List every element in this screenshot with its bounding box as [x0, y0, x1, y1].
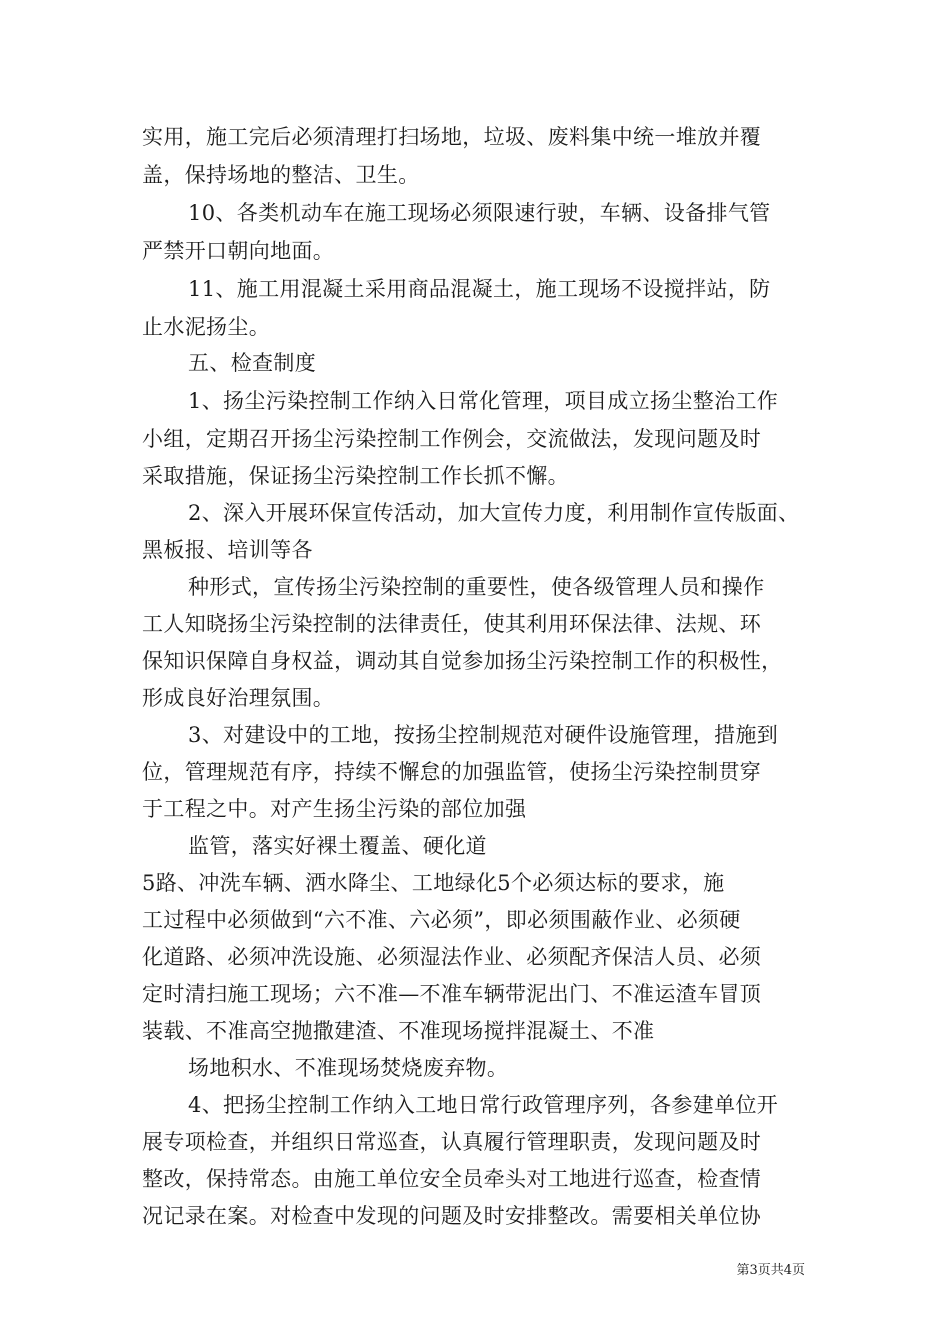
section-heading: 五、检查制度: [188, 351, 317, 375]
text-line: 整改，保持常态。由施工单位安全员牵头对工地进行巡查，检查情: [142, 1167, 762, 1191]
text-line: 盖，保持场地的整洁、卫生。: [142, 163, 420, 187]
text-line: 定时清扫施工现场；六不准—不准车辆带泥出门、不准运渣车冒顶: [142, 982, 762, 1006]
text-line: 工过程中必须做到“六不准、六必须”，即必须围蔽作业、必须硬: [142, 908, 741, 932]
text-line: 展专项检查，并组织日常巡查，认真履行管理职责，发现问题及时: [142, 1130, 762, 1154]
text-line: 5路、冲洗车辆、洒水降尘、工地绿化5个必须达标的要求，施: [142, 871, 725, 895]
text-line: 实用，施工完后必须清理打扫场地，垃圾、废料集中统一堆放并覆: [142, 125, 762, 149]
text-line: 2、深入开展环保宣传活动，加大宣传力度，利用制作宣传版面、: [188, 501, 800, 525]
text-line: 采取措施，保证扬尘污染控制工作长抓不懈。: [142, 464, 569, 488]
text-line: 黑板报、培训等各: [142, 538, 313, 562]
text-line: 于工程之中。对产生扬尘污染的部位加强: [142, 797, 527, 821]
text-line: 11、施工用混凝土采用商品混凝土，施工现场不设搅拌站，防: [188, 277, 771, 301]
text-line: 工人知晓扬尘污染控制的法律责任，使其利用环保法律、法规、环: [142, 612, 762, 636]
text-line: 况记录在案。对检查中发现的问题及时安排整改。需要相关单位协: [142, 1204, 762, 1228]
text-line: 止水泥扬尘。: [142, 315, 271, 339]
text-line: 场地积水、不准现场焚烧废弃物。: [188, 1056, 509, 1080]
text-line: 3、对建设中的工地，按扬尘控制规范对硬件设施管理，措施到: [188, 723, 779, 747]
text-line: 监管，落实好裸土覆盖、硬化道: [188, 834, 487, 858]
text-line: 小组，定期召开扬尘污染控制工作例会，交流做法，发现问题及时: [142, 427, 762, 451]
page-number: 第3页共4页: [736, 1263, 805, 1278]
text-line: 形成良好治理氛围。: [142, 686, 335, 710]
text-line: 种形式，宣传扬尘污染控制的重要性，使各级管理人员和操作: [188, 575, 765, 599]
text-line: 1、扬尘污染控制工作纳入日常化管理，项目成立扬尘整治工作: [188, 389, 779, 413]
text-line: 装载、不准高空抛撒建渣、不准现场搅拌混凝土、不准: [142, 1019, 655, 1043]
text-line: 10、各类机动车在施工现场必须限速行驶，车辆、设备排气管: [188, 201, 771, 225]
text-line: 化道路、必须冲洗设施、必须湿法作业、必须配齐保洁人员、必须: [142, 945, 762, 969]
text-line: 保知识保障自身权益，调动其自觉参加扬尘污染控制工作的积极性，: [142, 649, 783, 673]
text-line: 位，管理规范有序，持续不懈怠的加强监管，使扬尘污染控制贯穿: [142, 760, 762, 784]
text-line: 4、把扬尘控制工作纳入工地日常行政管理序列，各参建单位开: [188, 1093, 779, 1117]
text-line: 严禁开口朝向地面。: [142, 239, 335, 263]
